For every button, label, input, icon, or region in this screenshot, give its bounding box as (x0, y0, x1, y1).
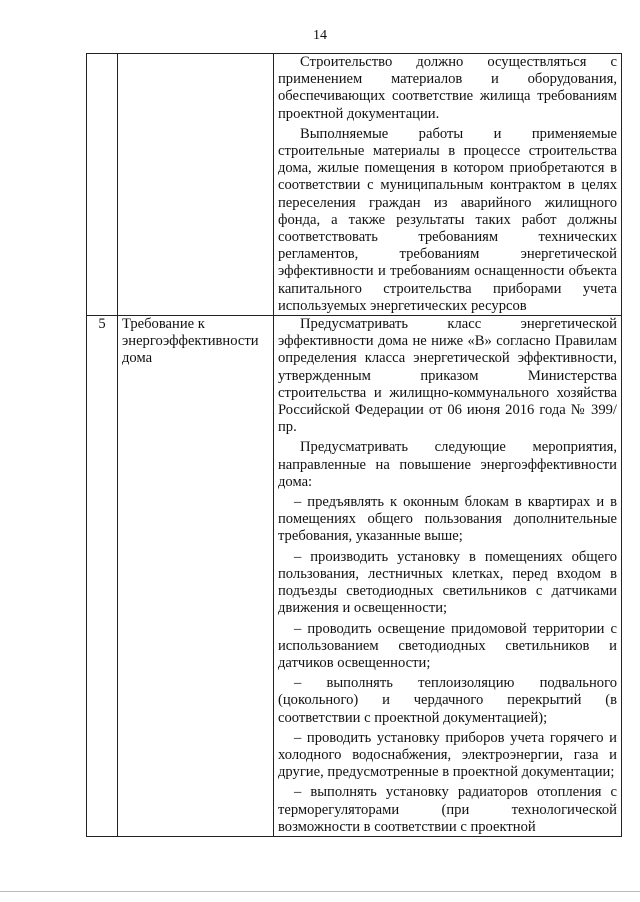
row-number-cell: 5 (87, 316, 118, 837)
paragraph: Предусматривать класс энергетической эффективности дома не ниже «В» согласно Правилам определения класса энергетической эффективности, утвержденным приказом Министерства строительства и жилищно-коммунального хозяйства Российской Федерации от 06 июня 2016 года № 399/пр. (278, 316, 617, 436)
page-number: 14 (313, 28, 327, 43)
list-item: – выполнять установку радиаторов отопления с терморегуляторами (при технологической возможности в соответствии с проектной (278, 784, 617, 835)
row-text-cell (274, 316, 622, 837)
paragraph: Строительство должно осуществляться с применением материалов и оборудования, обеспечивающих соответствие жилища требованиям проектной документации. (278, 54, 617, 122)
row-text-cell (274, 54, 622, 316)
list-item: – проводить освещение придомовой территории с использованием светодиодных светильников и датчиков освещенности; (278, 620, 617, 671)
list-item: – предъявлять к оконным блокам в квартирах и в помещениях общего пользования дополнительные требования, указанные выше; (278, 494, 617, 545)
row-name-cell (118, 54, 274, 316)
page-bottom-rule (0, 891, 640, 892)
row-number-cell (87, 54, 118, 316)
list-item: – выполнять теплоизоляцию подвального (цокольного) и чердачного перекрытий (в соответствии с проектной документацией); (278, 675, 617, 726)
table-row (87, 316, 622, 837)
paragraph: Выполняемые работы и применяемые строительные материалы в процессе строительства дома, жилые помещения в котором приобретаются в соответствии с муниципальным контрактом в целях переселения граждан из аварийного жилищного фонда, а также результаты таких работ должны соответствовать требованиям технических регламентов, требованиям энергетической эффективности и требованиям оснащенности объекта капитального строительства приборами учета используемых энергетических ресурсов (278, 125, 617, 314)
list-item: – проводить установку приборов учета горячего и холодного водоснабжения, электроэнергии, газа и другие, предусмотренные в проектной документации; (278, 729, 617, 781)
table-row (87, 54, 622, 316)
list-item: – производить установку в помещениях общего пользования, лестничных клетках, перед входом в подъезды светодиодных светильников с датчиками движения и освещенности; (278, 548, 617, 617)
paragraph: Предусматривать следующие мероприятия, направленные на повышение энергоэффективности дома: (278, 439, 617, 490)
requirements-table (86, 53, 622, 837)
row-name-cell: Требование к энергоэффективности дома (118, 316, 274, 837)
